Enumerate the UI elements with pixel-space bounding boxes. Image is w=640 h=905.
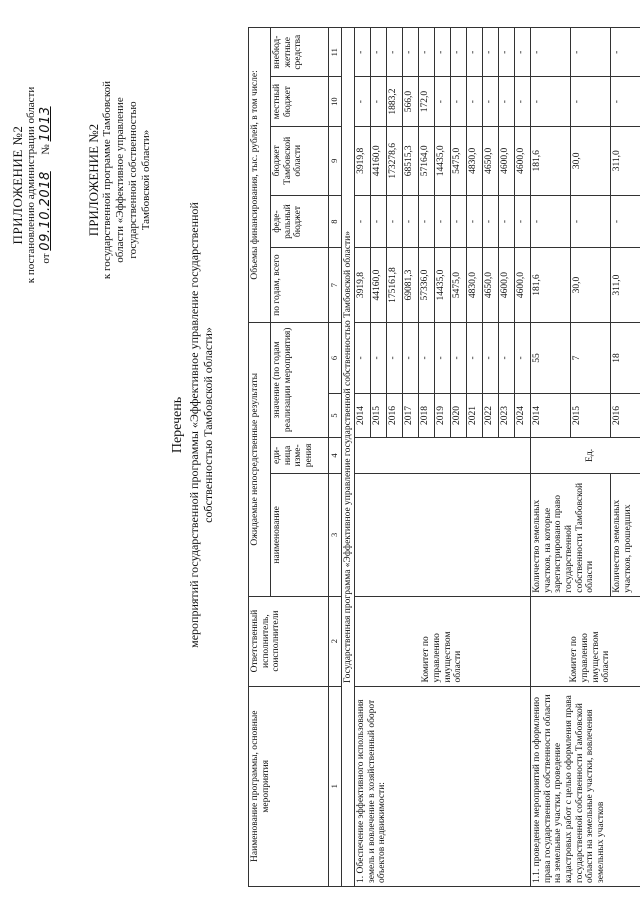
- year-cell: 2015: [571, 394, 611, 438]
- table-row: [355, 28, 371, 887]
- resolution-line: к постановлению администрации области: [25, 86, 38, 284]
- value-cell: -: [467, 322, 483, 393]
- result-name-cell: [355, 474, 531, 597]
- unit-cell: Ед.: [531, 437, 640, 473]
- local-cell: -: [371, 77, 387, 126]
- federal-cell: -: [451, 195, 467, 248]
- result-name-cell: Количество земельных участков, на которые зарегистрировано право государственной собственности Тамбовской области: [531, 474, 611, 597]
- total-cell: 311,0: [611, 248, 640, 322]
- header-value: значение (по годам реализации мероприятия): [271, 322, 329, 437]
- title-line: собственностью Тамбовской области»: [200, 327, 215, 523]
- local-cell: 172,0: [419, 77, 435, 126]
- federal-cell: -: [531, 195, 571, 248]
- offbudget-cell: -: [371, 28, 387, 77]
- header-offbudget: внебюд-жетные средства: [271, 28, 329, 77]
- regional-cell: 4600,0: [499, 126, 515, 195]
- local-cell: -: [483, 77, 499, 126]
- column-number: 1: [329, 686, 342, 886]
- total-cell: 44160,0: [371, 248, 387, 322]
- regional-cell: 4650,0: [483, 126, 499, 195]
- offbudget-cell: -: [355, 28, 371, 77]
- header-financing: Объемы финансирования, тыс. рублей, в том числе:: [249, 28, 271, 323]
- value-cell: -: [387, 322, 403, 393]
- measure-name-cell: 1. Обеспечение эффективного использования земель и вовлечение в хозяйственный оборот объектов недвижимости:: [355, 686, 531, 886]
- value-cell: -: [515, 322, 531, 393]
- federal-cell: -: [387, 195, 403, 248]
- column-number: 3: [329, 474, 342, 597]
- regional-cell: 44160,0: [371, 126, 387, 195]
- offbudget-cell: -: [531, 28, 571, 77]
- responsible-cell: Комитет по управлению имуществом области: [531, 596, 640, 686]
- result-name-cell: Количество земельных участков, прошедших: [611, 474, 640, 597]
- federal-cell: -: [611, 195, 640, 248]
- value-cell: -: [435, 322, 451, 393]
- total-cell: 57336,0: [419, 248, 435, 322]
- offbudget-cell: -: [403, 28, 419, 77]
- regional-cell: 5475,0: [451, 126, 467, 195]
- local-cell: -: [571, 77, 611, 126]
- regional-cell: 3919,8: [355, 126, 371, 195]
- federal-cell: -: [403, 195, 419, 248]
- offbudget-cell: -: [451, 28, 467, 77]
- header-name: Наименование программы, основные мероприятия: [249, 686, 329, 886]
- total-cell: 4830,0: [467, 248, 483, 322]
- offbudget-cell: -: [387, 28, 403, 77]
- year-cell: 2017: [403, 394, 419, 438]
- column-number: 4: [329, 437, 342, 473]
- value-cell: 55: [531, 322, 571, 393]
- column-number-row: [329, 28, 342, 887]
- regional-cell: 311,0: [611, 126, 640, 195]
- year-cell: 2014: [355, 394, 371, 438]
- appendix-header: [10, 35, 54, 335]
- column-number: 5: [329, 394, 342, 438]
- total-cell: 181,6: [531, 248, 571, 322]
- program-ref-line: к государственной программе Тамбовской: [101, 80, 114, 280]
- offbudget-cell: -: [467, 28, 483, 77]
- federal-cell: -: [499, 195, 515, 248]
- local-cell: 1883,2: [387, 77, 403, 126]
- value-cell: -: [355, 322, 371, 393]
- federal-cell: -: [355, 195, 371, 248]
- date-prefix: от: [40, 253, 53, 264]
- title-line: мероприятий государственной программы «Эффективное управление государственной: [186, 202, 201, 648]
- regional-cell: 68515,3: [403, 126, 419, 195]
- total-cell: 4600,0: [515, 248, 531, 322]
- responsible-cell: Комитет по управлению имуществом области: [355, 596, 531, 686]
- value-cell: 7: [571, 322, 611, 393]
- value-cell: -: [419, 322, 435, 393]
- handwritten-date: 09.10.2018: [38, 171, 54, 251]
- regional-cell: 30,0: [571, 126, 611, 195]
- year-cell: 2019: [435, 394, 451, 438]
- program-appendix-header: [86, 35, 153, 325]
- regional-cell: 4830,0: [467, 126, 483, 195]
- local-cell: -: [499, 77, 515, 126]
- value-cell: -: [371, 322, 387, 393]
- federal-cell: -: [435, 195, 451, 248]
- column-number: 7: [329, 248, 342, 322]
- local-cell: -: [355, 77, 371, 126]
- offbudget-cell: -: [483, 28, 499, 77]
- regional-cell: 14435,0: [435, 126, 451, 195]
- header-regional: бюджет Тамбовской области: [271, 126, 329, 195]
- measures-table: [248, 27, 640, 887]
- number-prefix: №: [40, 144, 53, 155]
- document-title: [170, 125, 215, 725]
- program-title-cell: Государственная программа «Эффективное управление государственной собственностью Тамбовской области»: [341, 28, 355, 887]
- program-ref-line: области «Эффективное управление: [114, 97, 127, 263]
- total-cell: 30,0: [571, 248, 611, 322]
- total-cell: 175161,8: [387, 248, 403, 322]
- title-line: Перечень: [170, 396, 185, 454]
- total-cell: 69081,3: [403, 248, 419, 322]
- local-cell: -: [451, 77, 467, 126]
- offbudget-cell: -: [499, 28, 515, 77]
- year-cell: 2015: [371, 394, 387, 438]
- federal-cell: -: [483, 195, 499, 248]
- regional-cell: 181,6: [531, 126, 571, 195]
- year-cell: 2021: [467, 394, 483, 438]
- total-cell: 3919,8: [355, 248, 371, 322]
- column-number: 10: [329, 77, 342, 126]
- federal-cell: -: [467, 195, 483, 248]
- resolution-date-line: [38, 35, 53, 335]
- federal-cell: -: [571, 195, 611, 248]
- local-cell: -: [611, 77, 640, 126]
- year-cell: 2016: [611, 394, 640, 438]
- federal-cell: -: [371, 195, 387, 248]
- year-cell: 2024: [515, 394, 531, 438]
- column-number: 9: [329, 126, 342, 195]
- program-ref-line: государственной собственностью: [127, 101, 140, 259]
- offbudget-cell: -: [611, 28, 640, 77]
- table-row: [531, 28, 571, 887]
- total-cell: 4650,0: [483, 248, 499, 322]
- regional-cell: 173278,6: [387, 126, 403, 195]
- federal-cell: -: [419, 195, 435, 248]
- appendix-label-2: ПРИЛОЖЕНИЕ №2: [86, 123, 101, 237]
- regional-cell: 57164,0: [419, 126, 435, 195]
- header-result-name: наименование: [271, 474, 329, 597]
- year-cell: 2018: [419, 394, 435, 438]
- value-cell: -: [451, 322, 467, 393]
- offbudget-cell: -: [435, 28, 451, 77]
- program-row: [341, 28, 355, 887]
- column-number: 6: [329, 322, 342, 393]
- regional-cell: 4600,0: [515, 126, 531, 195]
- offbudget-cell: -: [571, 28, 611, 77]
- header-unit: еди-ница изме-рения: [271, 437, 329, 473]
- program-ref-line: Тамбовской области»: [140, 129, 153, 231]
- year-cell: 2014: [531, 394, 571, 438]
- local-cell: 566,0: [403, 77, 419, 126]
- header-federal: феде-ральный бюджет: [271, 195, 329, 248]
- year-cell: 2023: [499, 394, 515, 438]
- value-cell: -: [499, 322, 515, 393]
- column-number: 8: [329, 195, 342, 248]
- block2-rows: [531, 28, 640, 887]
- local-cell: -: [467, 77, 483, 126]
- total-cell: 5475,0: [451, 248, 467, 322]
- unit-cell: [355, 437, 531, 473]
- block1-rows: [355, 28, 531, 887]
- header-responsible: Ответственный исполнитель, соисполнители: [249, 596, 329, 686]
- value-cell: 18: [611, 322, 640, 393]
- offbudget-cell: -: [515, 28, 531, 77]
- year-cell: 2022: [483, 394, 499, 438]
- column-number: 11: [329, 28, 342, 77]
- value-cell: -: [483, 322, 499, 393]
- header-expected-results: Ожидаемые непосредственные результаты: [249, 322, 271, 596]
- local-cell: -: [515, 77, 531, 126]
- value-cell: -: [403, 322, 419, 393]
- federal-cell: -: [515, 195, 531, 248]
- local-cell: -: [531, 77, 571, 126]
- local-cell: -: [435, 77, 451, 126]
- handwritten-number: 1013: [38, 106, 54, 142]
- column-number: 2: [329, 596, 342, 686]
- total-cell: 14435,0: [435, 248, 451, 322]
- year-cell: 2020: [451, 394, 467, 438]
- appendix-label: ПРИЛОЖЕНИЕ №2: [10, 125, 25, 245]
- measure-name-cell: 1.1. проведение мероприятий по оформлению права государственной собственности области на земельные участки, проведение кадастровых работ с целью оформления права государственной собственности Тамбовской области на земельные участки, вовлечения земельных участков: [531, 686, 640, 886]
- header-local: местный бюджет: [271, 77, 329, 126]
- year-cell: 2016: [387, 394, 403, 438]
- offbudget-cell: -: [419, 28, 435, 77]
- total-cell: 4600,0: [499, 248, 515, 322]
- header-by-year: по годам, всего: [271, 248, 329, 322]
